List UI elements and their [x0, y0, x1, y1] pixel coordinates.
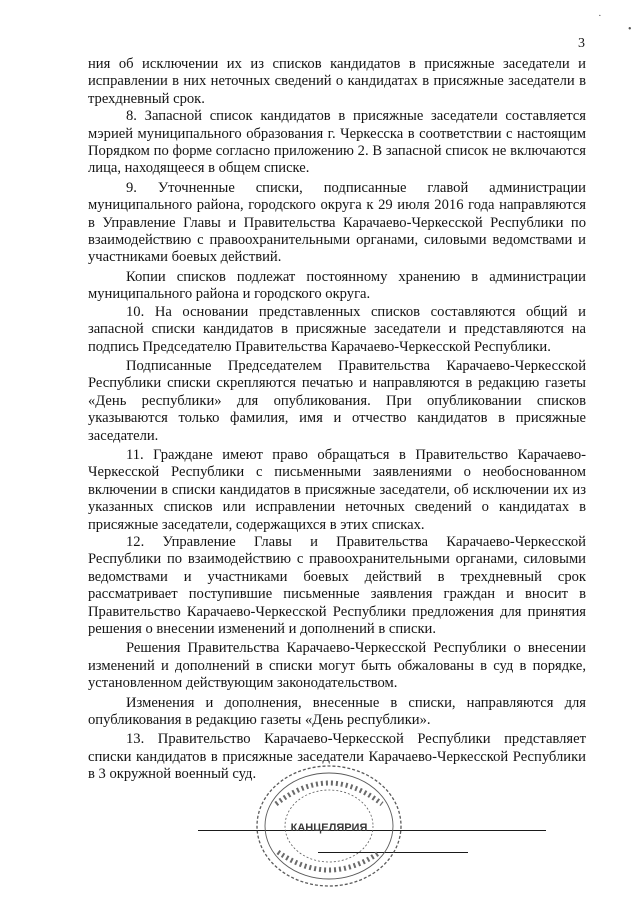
paragraph-continuation: ния об исключении их из списков кандидатов в присяжные заседатели и исправлении в них неточных сведений о кандидатах в присяжные заседатели в трехдневный срок.	[88, 56, 586, 107]
paragraph-changes: Изменения и дополнения, внесенные в списки, направляются для опубликования в редакцию газеты «День республики».	[88, 694, 586, 729]
stamp-label: КАНЦЕЛЯРИЯ	[290, 822, 368, 834]
paragraph-11: 11. Граждане имеют право обращаться в Правительство Карачаево-Черкесской Республики с письменными заявлениями о необоснованном включении в списки кандидатов в присяжные заседатели, об исключении их из указанных списков или исправлении неточных сведений о кандидатах в присяжные заседатели, содержащихся в этих списках.	[88, 446, 586, 533]
paragraph-13: 13. Правительство Карачаево-Черкесской Республики представляет списки кандидатов в присяжные заседатели Карачаево-Черкесской Республики в 3 окружной военный суд.	[88, 731, 586, 783]
paragraph-signed-lists: Подписанные Председателем Правительства Карачаево-Черкесской Республики списки скрепляются печатью и направляются в редакцию газеты «День республики» для опубликования. При опубликовании списков указываются только фамилия, имя и отчество кандидатов в присяжные заседатели.	[88, 357, 586, 444]
paragraph-12: 12. Управление Главы и Правительства Карачаево-Черкесской Республики по взаимодействию с правоохранительными органами, силовыми ведомствами и участниками боевых действий в трехдневный срок рассматривает поступившие письменные заявления граждан и вносит в Правительство Карачаево-Черкесской Республики предложения для принятия решения о внесении изменений и дополнений в списки.	[88, 533, 586, 637]
paragraph-8: 8. Запасной список кандидатов в присяжные заседатели составляется мэрией муниципального образования г. Черкесска в соответствии с настоящим Порядком по форме согласно приложению 2. В запасной список не включаются лица, находящееся в общем списке.	[88, 108, 586, 177]
page-number: 3	[578, 36, 585, 51]
paragraph-copies: Копии списков подлежат постоянному хранению в администрации муниципального района и городского округа.	[88, 268, 586, 303]
document-body	[88, 56, 586, 784]
paragraph-9: 9. Уточненные списки, подписанные главой администрации муниципального района, городского округа к 29 июля 2016 года направляются в Управление Главы и Правительства Карачаево-Черкесской Республики по взаимодействию с правоохранительными органами, силовыми ведомствами и участниками боевых действий.	[88, 179, 586, 266]
paragraph-10: 10. На основании представленных списков составляются общий и запасной списки кандидатов в присяжные заседатели и представляются на подпись Председателю Правительства Карачаево-Черкесской Республики.	[88, 303, 586, 355]
paragraph-decisions: Решения Правительства Карачаево-Черкесской Республики о внесении изменений и дополнений в списки могут быть обжалованы в суд в порядке, установленном действующим законодательством.	[88, 640, 586, 692]
office-seal-stamp	[254, 764, 404, 888]
corner-mark: ·	[598, 10, 602, 22]
corner-mark-2: •	[628, 24, 632, 35]
